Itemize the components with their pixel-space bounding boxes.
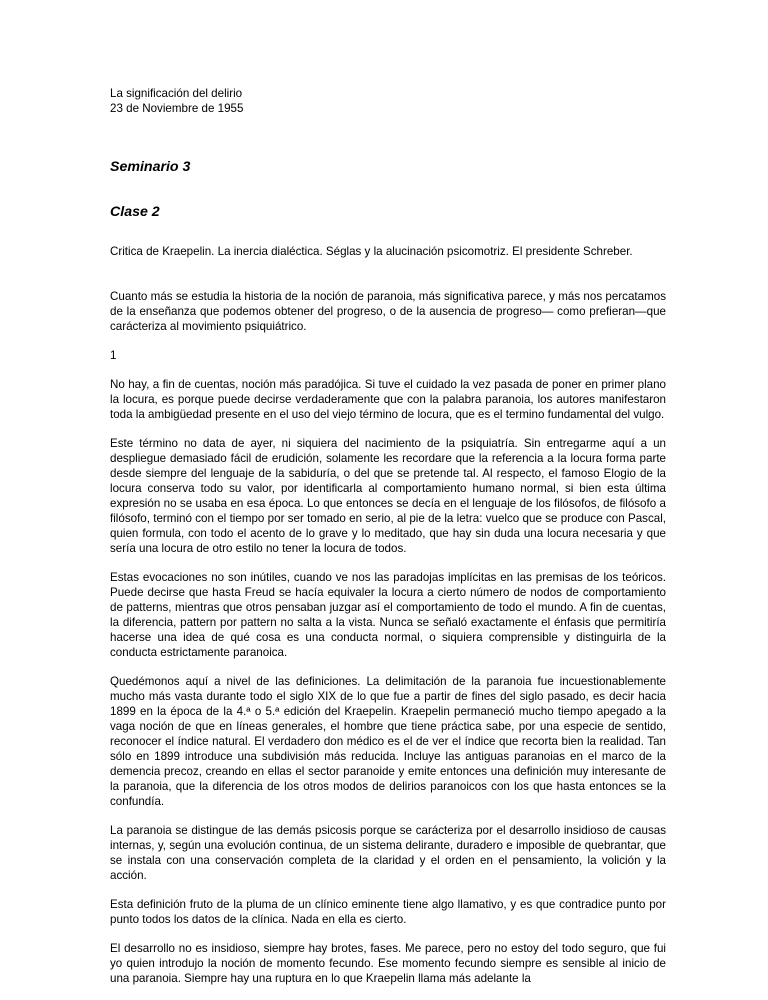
paragraph: Este término no data de ayer, ni siquiera del nacimiento de la psiquiatría. Sin entregarme aquí a un despliegue demasiado fácil de erudición, solamente les recordare que la referencia a la locura forma parte desde siempre del lenguaje de la sabiduría, o del que se pretende tal. Al respecto, el famoso Elogio de la locura conserva todo su valor, por identificarla al comportamiento humano normal, si bien esta última expresión no se usaba en esa época. Lo que entonces se decía en el lenguaje de los filósofos, de filósofo a filósofo, terminó con el tiempo por ser tomado en serio, al pie de la letra: vuelco que se produce con Pascal, quien formula, con todo el acento de lo grave y lo meditado, que hay sin duda una locura necesaria y que sería una locura de otro estilo no tener la locura de todos. — [110, 437, 666, 555]
paragraph: Estas evocaciones no son inútiles, cuando ve nos las paradojas implícitas en las premisas de los teóricos. Puede decirse que hasta Freud se hacía equivaler la locura a cierto número de nodos de comportamiento de patterns, mientras que otros pensaban juzgar así el comportamiento de todo el mundo. A fin de cuentas, la diferencia, pattern por pattern no salta a la vista. Nunca se señaló exactamente el énfasis que permitiría hacerse una idea de qué cosa es una conducta normal, o siquiera comprensible y distinguirla de la conducta estrictamente paranoica. — [110, 571, 666, 659]
paragraph: Esta definición fruto de la pluma de un clínico eminente tiene algo llamativo, y es que contradice punto por punto todos los datos de la clínica. Nada en ella es cierto. — [110, 898, 666, 926]
header-title: La significación del delirio — [110, 87, 243, 100]
paragraph: La paranoia se distingue de las demás psicosis porque se carácteriza por el desarrollo insidioso de causas internas, y, según una evolución continua, de un sistema delirante, duradero e imposible de quebrantar, que se instala con una conservación completa de la claridad y el orden en el pensamiento, la volición y la acción. — [110, 824, 666, 882]
paragraph: Quedémonos aquí a nivel de las definiciones. La delimitación de la paranoia fue incuestionablemente mucho más vasta durante todo el siglo XIX de lo que fue a partir de fines del siglo pasado, es decir hacia 1899 en la época de la 4.ª o 5.ª edición del Kraepelin. Kraepelin permaneció mucho tiempo apegado a la vaga noción de que en líneas generales, el hombre que tiene práctica sabe, por una especie de sentido, reconocer el índice natural. El verdadero don médico es el de ver el índice que recorta bien la realidad. Tan sólo en 1899 introduce una subdivisión más reducida. Incluye las antiguas paranoias en el marco de la demencia precoz, creando en ellas el sector paranoide y emite entonces una definición muy interesante de la paranoia, que la diferencia de los otros modos de delirios paranoicos con los que hasta entonces se la confundía. — [110, 675, 666, 808]
header-date: 23 de Noviembre de 1955 — [110, 102, 244, 115]
clase-heading: Clase 2 — [110, 204, 160, 220]
document-header — [110, 86, 243, 116]
paragraph: No hay, a fin de cuentas, noción más paradójica. Si tuve el cuidado la vez pasada de poner en primer plano la locura, es porque puede decirse verdaderamente que con la palabra paranoia, los autores manifestaron toda la ambigüedad presente en el uso del viejo término de locura, que es el termino fundamental del vulgo. — [110, 378, 666, 421]
paragraph: Cuanto más se estudia la historia de la noción de paranoia, más significativa parece, y más nos percatamos de la enseñanza que podemos obtener del progreso, o de la ausencia de progreso— como prefieran—que carácteriza al movimiento psiquiátrico. — [110, 290, 666, 333]
paragraph: El desarrollo no es insidioso, siempre hay brotes, fases. Me parece, pero no estoy del todo seguro, que fui yo quien introdujo la noción de momento fecundo. Ese momento fecundo siempre es sensible al inicio de una paranoia. Siempre hay una ruptura en lo que Kraepelin llama más adelante la — [110, 942, 666, 985]
document-body — [110, 244, 666, 1000]
seminario-heading: Seminario 3 — [110, 159, 191, 175]
summary-line: Critica de Kraepelin. La inercia dialéctica. Séglas y la alucinación psicomotriz. El presidente Schreber. — [110, 245, 633, 258]
section-number: 1 — [110, 349, 117, 362]
